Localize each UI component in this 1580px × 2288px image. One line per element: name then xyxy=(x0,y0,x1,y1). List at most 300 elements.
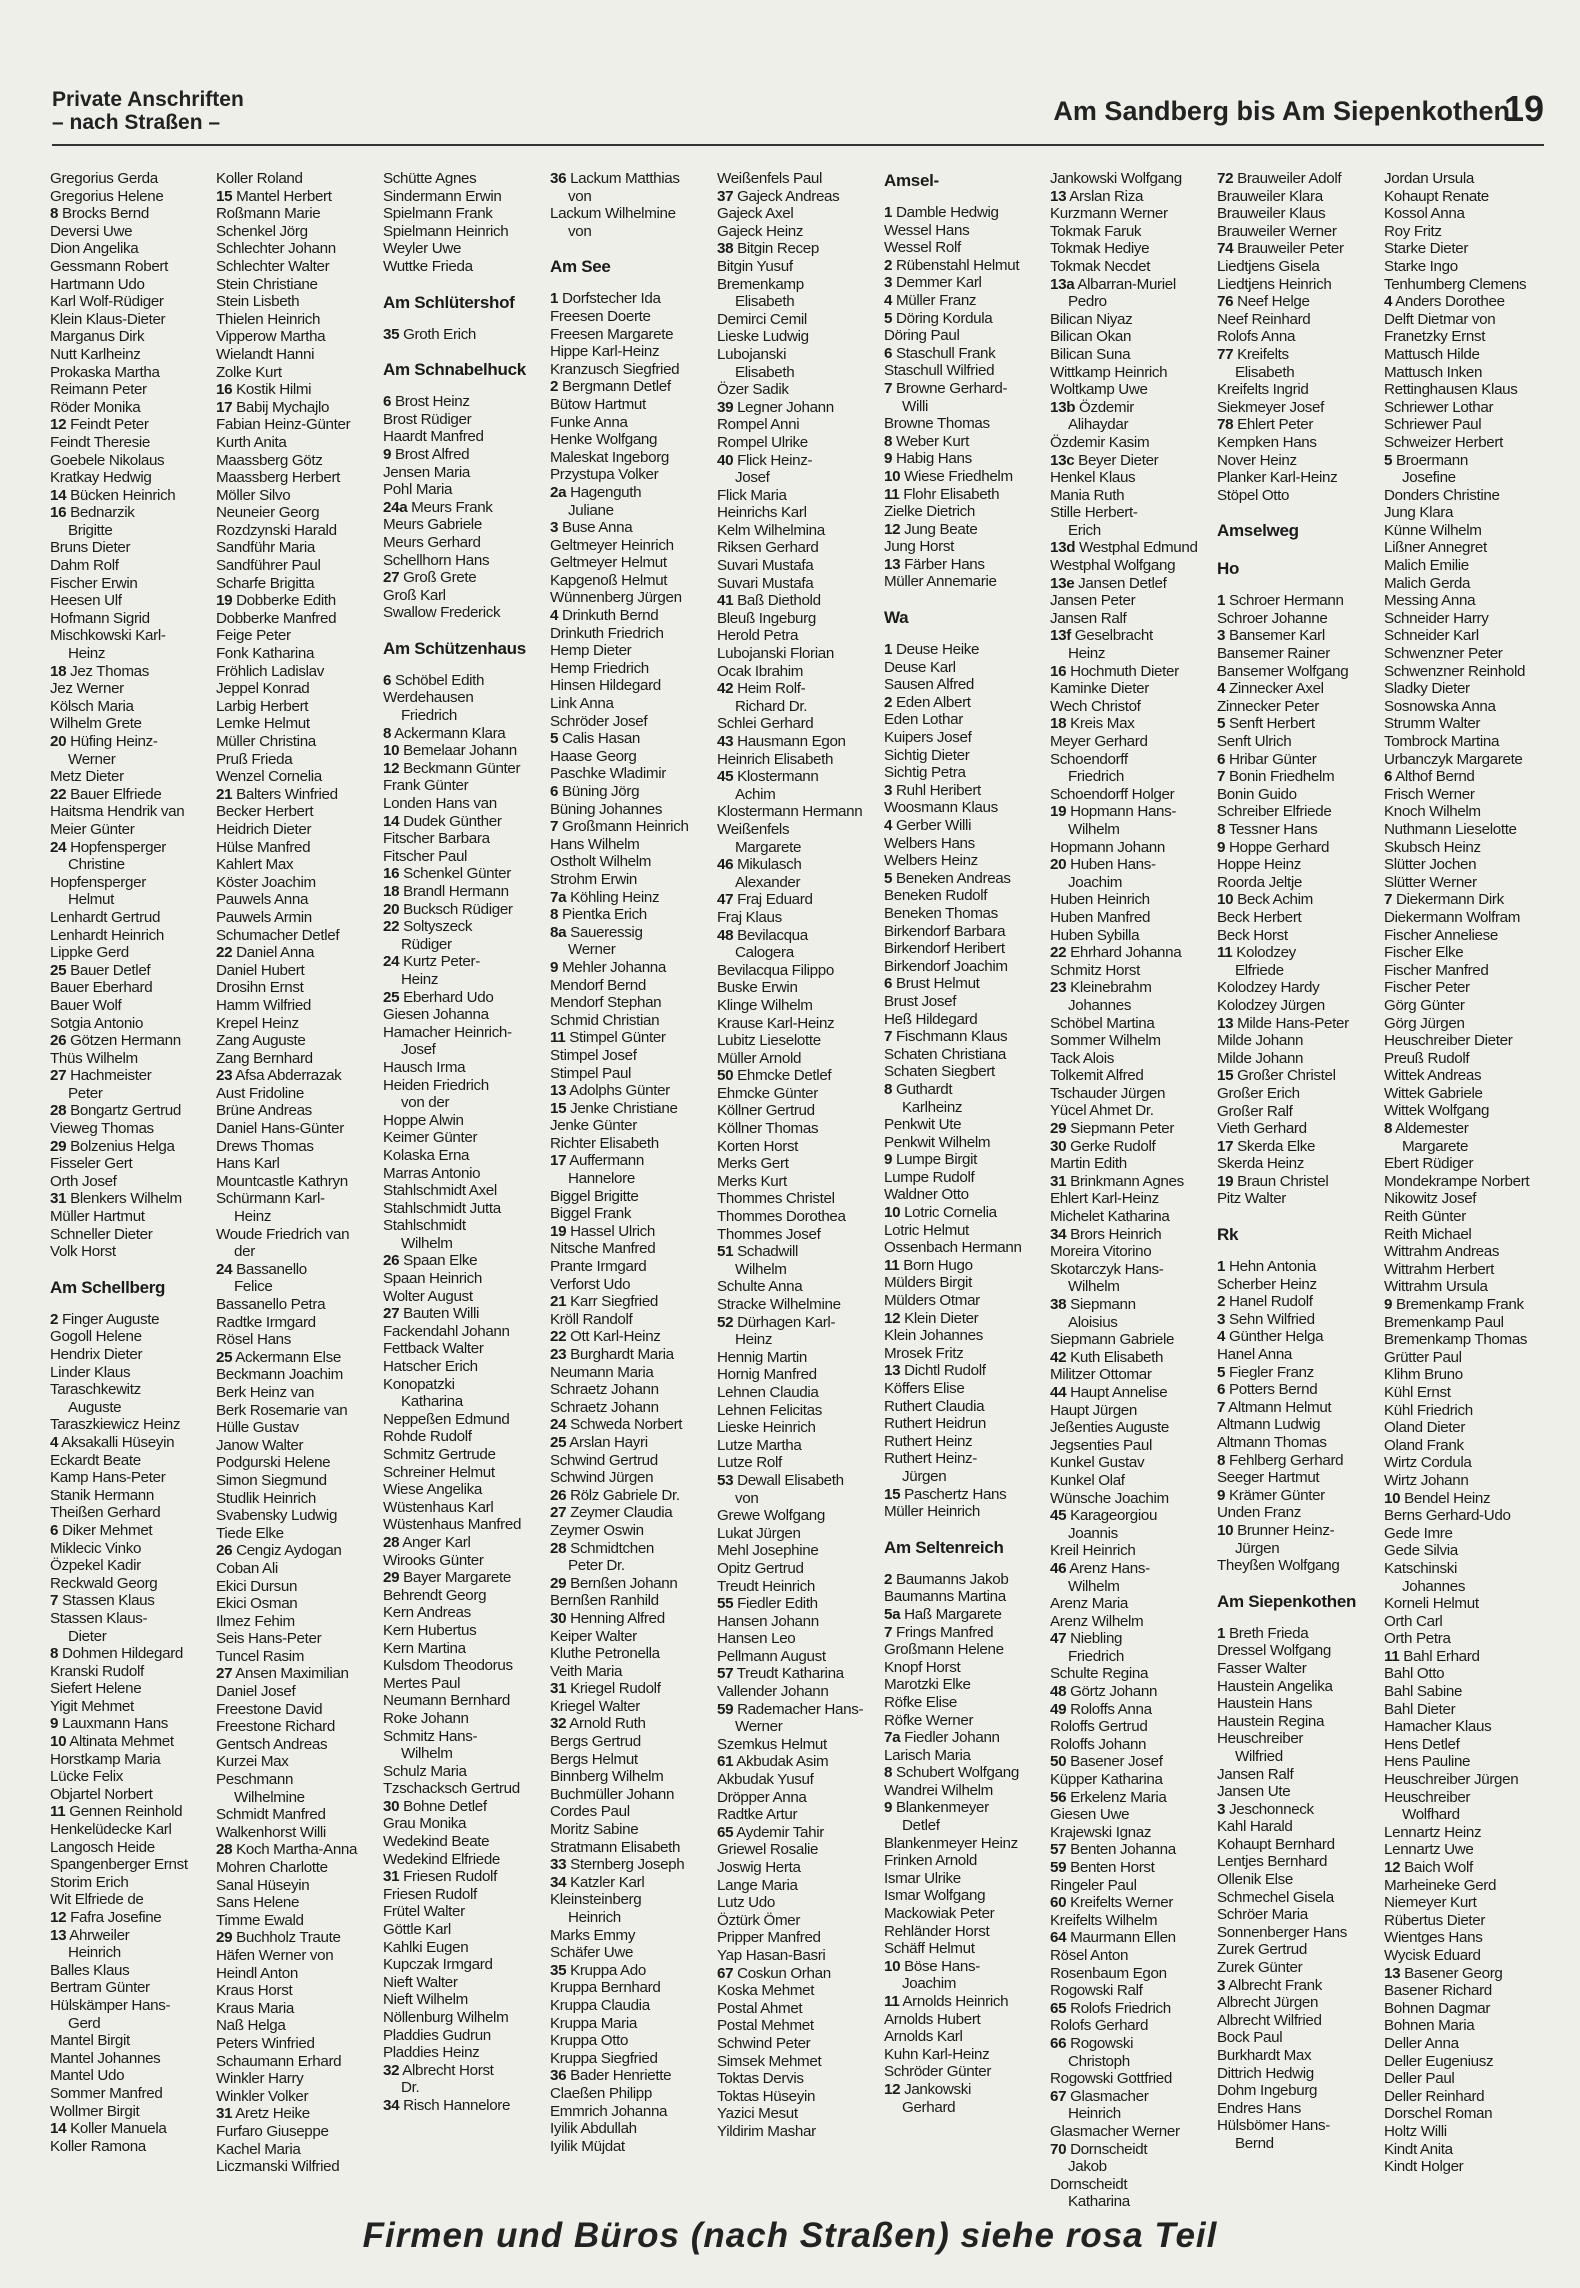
house-number: 34 xyxy=(1050,1225,1067,1243)
resident-entry: Geltmeyer Heinrich xyxy=(550,536,674,554)
resident-entry: Keiper Walter xyxy=(550,1627,637,1645)
resident-entry: Büning Johannes xyxy=(550,800,663,818)
house-number: 31 xyxy=(50,1190,67,1208)
resident-entry: Freesen Doerte xyxy=(550,307,651,325)
resident-entry: Müller Hartmut xyxy=(50,1208,145,1226)
resident-entry: Lenhardt Heinrich xyxy=(50,926,164,944)
resident-entry: Franetzky Ernst xyxy=(1384,328,1486,346)
resident-entry: Spielmann Frank xyxy=(383,205,493,223)
resident-entry: Burkhardt Max xyxy=(1217,2047,1312,2064)
house-number: 30 xyxy=(1050,1137,1067,1155)
house-number: 23 xyxy=(1050,979,1067,997)
resident-entry: 19 Dobberke Edith xyxy=(216,592,336,610)
house-number: 47 xyxy=(1050,1630,1067,1648)
house-number: 26 xyxy=(216,1542,233,1560)
resident-entry: Bahl Otto xyxy=(1384,1665,1445,1683)
house-number: 70 xyxy=(1050,2140,1067,2158)
resident-entry: Klein Klaus-Dieter xyxy=(50,310,166,328)
resident-entry: Lutze Martha xyxy=(717,1436,802,1454)
house-number: 8a xyxy=(550,923,567,941)
resident-entry: Brüne Andreas xyxy=(216,1102,312,1120)
resident-entry: Hemp Dieter xyxy=(550,642,632,660)
resident-entry: Merks Kurt xyxy=(717,1172,787,1190)
resident-entry: 9 Lumpe Birgit xyxy=(884,1151,978,1169)
directory-column-9 xyxy=(1384,170,1544,2176)
resident-entry: Freesen Margarete xyxy=(550,325,674,343)
resident-entry: Kohaupt Bernhard xyxy=(1217,1835,1335,1853)
house-number: 6 xyxy=(383,671,392,689)
resident-entry: Gajeck Axel xyxy=(717,205,794,223)
resident-entry: 12 Beckmann Günter xyxy=(383,759,521,777)
resident-entry: Pauwels Anna xyxy=(216,891,309,909)
resident-entry: 45 Klostermann xyxy=(717,768,819,786)
resident-entry: Ruthert Heidrun xyxy=(884,1415,986,1433)
house-number: 9 xyxy=(884,450,893,468)
resident-entry: 16 Hochmuth Dieter xyxy=(1050,662,1179,680)
house-number: 20 xyxy=(1050,856,1067,874)
resident-entry: Bilican Okan xyxy=(1050,328,1132,346)
resident-entry: Blankenmeyer Heinz xyxy=(884,1834,1018,1852)
house-number: 5 xyxy=(550,730,559,748)
resident-entry: Schulz Maria xyxy=(383,1762,467,1780)
resident-entry: Wüstenhaus Manfred xyxy=(383,1516,522,1534)
resident-entry: Ekici Osman xyxy=(216,1595,298,1613)
resident-entry: Großer Erich xyxy=(1217,1084,1300,1102)
house-number: 22 xyxy=(383,918,400,936)
resident-entry: Glasmacher Werner xyxy=(1050,2122,1180,2140)
resident-entry: Heinrich xyxy=(568,1909,621,1926)
resident-entry: Stein Christiane xyxy=(216,275,318,293)
house-number: 10 xyxy=(1384,1489,1401,1507)
resident-entry: Verforst Udo xyxy=(550,1275,631,1293)
resident-entry: Deuse Karl xyxy=(884,658,956,676)
resident-entry: Orth Josef xyxy=(50,1172,117,1190)
resident-entry: Bremenkamp xyxy=(717,275,804,293)
resident-entry: 6 Brost Heinz xyxy=(383,393,470,411)
resident-entry: Yigit Mehmet xyxy=(50,1697,134,1715)
resident-entry: Wandrei Wilhelm xyxy=(884,1781,993,1799)
resident-entry: Zinnecker Peter xyxy=(1217,697,1319,715)
house-number: 15 xyxy=(1217,1067,1234,1085)
resident-entry: Beneken Rudolf xyxy=(884,887,988,905)
resident-entry: Hennig Martin xyxy=(717,1348,807,1366)
house-number: 3 xyxy=(1217,1976,1226,1994)
resident-entry: Meier Günter xyxy=(50,820,135,838)
resident-entry: Heinrich xyxy=(68,1944,121,1962)
house-number: 7 xyxy=(1217,768,1226,786)
resident-entry: Hülsbömer Hans- xyxy=(1217,2117,1330,2135)
house-number: 11 xyxy=(1384,1647,1400,1665)
resident-entry: Mondekrampe Norbert xyxy=(1384,1172,1530,1190)
resident-entry: Bansemer Wolfgang xyxy=(1217,662,1349,680)
house-number: 38 xyxy=(1050,1296,1067,1313)
resident-entry: 42 Heim Rolf- xyxy=(717,680,806,698)
resident-entry: Jankowski Wolfgang xyxy=(1050,170,1182,187)
resident-entry: 10 Bendel Heinz xyxy=(1384,1489,1491,1507)
house-number: 35 xyxy=(383,325,400,343)
resident-entry: 28 Bongartz Gertrud xyxy=(50,1102,181,1120)
house-number: 67 xyxy=(717,1964,734,1982)
resident-entry: Bassanello Petra xyxy=(216,1296,326,1313)
resident-entry: Huben Sybilla xyxy=(1050,926,1140,944)
resident-entry: Sotgia Antonio xyxy=(50,1014,144,1032)
resident-entry: Katharina xyxy=(1068,2193,1130,2211)
resident-entry: 10 Bemelaar Johann xyxy=(383,742,517,760)
resident-entry: 10 Lotric Cornelia xyxy=(884,1204,997,1222)
resident-entry: Kreil Heinrich xyxy=(1050,1542,1136,1560)
resident-entry: Schaten Christiana xyxy=(884,1045,1007,1063)
resident-entry: Schulte Anna xyxy=(717,1278,803,1296)
house-number: 12 xyxy=(50,416,67,434)
resident-entry: Jung Horst xyxy=(884,538,954,556)
resident-entry: Mendorf Stephan xyxy=(550,994,662,1012)
resident-entry: Fischer Peter xyxy=(1384,979,1470,997)
resident-entry: 47 Niebling xyxy=(1050,1630,1123,1648)
resident-entry: Marheineke Gerd xyxy=(1384,1876,1497,1894)
resident-entry: Sans Helene xyxy=(216,1894,300,1912)
resident-entry: 32 Albrecht Horst xyxy=(383,2061,494,2079)
resident-entry: Özdemir Kasim xyxy=(1050,433,1150,451)
house-number: 24 xyxy=(50,838,67,856)
resident-entry: 31 Friesen Rudolf xyxy=(383,1868,497,1886)
resident-entry: Wedekind Beate xyxy=(383,1833,490,1851)
resident-entry: Kaminke Dieter xyxy=(1050,680,1149,698)
resident-entry: Özpekel Kadir xyxy=(50,1557,141,1575)
resident-entry: Roke Johann xyxy=(383,1709,469,1727)
resident-entry: Mattusch Hilde xyxy=(1384,345,1480,363)
resident-entry: 60 Kreifelts Werner xyxy=(1050,1894,1174,1912)
resident-entry: Freestone Richard xyxy=(216,1718,335,1736)
house-number: 26 xyxy=(383,1252,400,1270)
resident-entry: Schmitz Horst xyxy=(1050,961,1140,979)
resident-entry: Ehlert Karl-Heinz xyxy=(1050,1190,1159,1208)
resident-entry: 47 Fraj Eduard xyxy=(717,891,813,909)
resident-entry: 19 Braun Christel xyxy=(1217,1172,1329,1190)
house-number: 23 xyxy=(550,1346,567,1363)
resident-entry: 26 Rölz Gabriele Dr. xyxy=(550,1486,680,1504)
resident-entry: Emmrich Johanna xyxy=(550,2102,668,2120)
resident-entry: Stracke Wilhelmine xyxy=(717,1296,841,1313)
house-number: 25 xyxy=(383,988,400,1006)
resident-entry: Dahm Rolf xyxy=(50,557,119,575)
resident-entry: Künne Wilhelm xyxy=(1384,521,1482,539)
resident-entry: Wilhelm xyxy=(1068,1278,1120,1296)
resident-entry: Woltkamp Uwe xyxy=(1050,381,1148,399)
resident-entry: Michelet Katharina xyxy=(1050,1208,1170,1226)
resident-entry: Albrecht Jürgen xyxy=(1217,1994,1319,2012)
resident-entry: Wilhelm xyxy=(1068,820,1120,838)
resident-entry: 6 Hribar Günter xyxy=(1217,750,1317,768)
resident-entry: Kreifelts Ingrid xyxy=(1217,381,1309,399)
resident-entry: Grewe Wolfgang xyxy=(717,1507,825,1525)
resident-entry: Sommer Manfred xyxy=(50,2084,163,2102)
resident-entry: 38 Bitgin Recep xyxy=(717,240,819,258)
resident-entry: Pripper Manfred xyxy=(717,1929,821,1947)
resident-entry: Senft Ulrich xyxy=(1217,733,1292,751)
resident-entry: Wenzel Cornelia xyxy=(216,768,322,786)
resident-entry: Peters Winfried xyxy=(216,2034,315,2052)
resident-entry: Kulsdom Theodorus xyxy=(383,1657,513,1675)
resident-entry: Kriegel Walter xyxy=(550,1697,640,1715)
resident-entry: Kapgenoß Helmut xyxy=(550,571,668,589)
resident-entry: Koller Roland xyxy=(216,170,303,187)
resident-entry: Jeppel Konrad xyxy=(216,680,310,698)
house-number: 65 xyxy=(717,1823,734,1841)
resident-entry: Schulte Regina xyxy=(1050,1665,1149,1683)
resident-entry: Vipperow Martha xyxy=(216,328,326,346)
resident-entry: 61 Akbudak Asim xyxy=(717,1753,829,1771)
resident-entry: 10 Brunner Heinz- xyxy=(1217,1521,1335,1539)
resident-entry: Ilmez Fehim xyxy=(216,1612,295,1630)
resident-entry: Müller Christina xyxy=(216,733,316,750)
resident-entry: 39 Legner Johann xyxy=(717,398,834,416)
resident-entry: Scharfe Brigitta xyxy=(216,574,315,592)
resident-entry: Rompel Ulrike xyxy=(717,433,808,451)
house-number: 12 xyxy=(884,1309,901,1327)
resident-entry: 4 Günther Helga xyxy=(1217,1328,1324,1346)
resident-entry: Preuß Rudolf xyxy=(1384,1049,1470,1067)
resident-entry: Geltmeyer Helmut xyxy=(550,554,667,572)
directory-columns xyxy=(50,170,1550,2211)
resident-entry: Schellhorn Hans xyxy=(383,551,490,569)
resident-entry: 4 Gerber Willi xyxy=(884,817,972,834)
resident-entry: von xyxy=(735,1489,759,1507)
resident-entry: Drinkuth Friedrich xyxy=(550,624,664,642)
house-number: 29 xyxy=(50,1137,67,1155)
house-number: 6 xyxy=(1217,750,1226,768)
resident-entry: Schneider Karl xyxy=(1384,627,1479,645)
resident-entry: Wittrahm Herbert xyxy=(1384,1260,1495,1278)
resident-entry: Roloffs Gertrud xyxy=(1050,1718,1148,1736)
resident-entry: Schütte Agnes xyxy=(383,170,477,187)
house-number: 19 xyxy=(1050,803,1067,821)
house-number: 13 xyxy=(1050,187,1067,205)
house-number: 8 xyxy=(884,1764,893,1782)
resident-entry: Meurs Gabriele xyxy=(383,516,482,534)
resident-entry: Herold Petra xyxy=(717,627,799,645)
house-number: 16 xyxy=(216,381,233,399)
resident-entry: Stahlschmidt xyxy=(383,1217,466,1235)
resident-entry: Ismar Wolfgang xyxy=(884,1887,986,1905)
resident-entry: Gessmann Robert xyxy=(50,257,168,275)
resident-entry: Kühl Friedrich xyxy=(1384,1401,1473,1419)
house-number: 8 xyxy=(1384,1120,1393,1138)
resident-entry: Schraetz Johann xyxy=(550,1398,659,1416)
resident-entry: Sausen Alfred xyxy=(884,676,975,694)
resident-entry: 67 Coskun Orhan xyxy=(717,1964,831,1982)
resident-entry: Margarete xyxy=(1402,1137,1469,1155)
resident-entry: 7 Altmann Helmut xyxy=(1217,1398,1332,1416)
house-number: 28 xyxy=(216,1841,233,1859)
resident-entry: Schmitz Gertrude xyxy=(383,1446,496,1463)
house-number: 10 xyxy=(884,467,901,485)
resident-entry: Lücke Felix xyxy=(50,1768,123,1786)
resident-entry: Wilfried xyxy=(1235,1747,1283,1765)
resident-entry: 6 Brust Helmut xyxy=(884,975,980,993)
resident-entry: Tuncel Rasim xyxy=(216,1647,305,1665)
resident-entry: Wirtz Cordula xyxy=(1384,1454,1472,1472)
resident-entry: 13 Ahrweiler xyxy=(50,1926,130,1944)
resident-entry: 8 Pientka Erich xyxy=(550,906,647,924)
resident-entry: 2a Hagenguth xyxy=(550,483,642,501)
resident-entry: Drosihn Ernst xyxy=(216,979,304,997)
resident-entry: Skerda Heinz xyxy=(1217,1155,1304,1173)
resident-entry: 12 Jankowski xyxy=(884,2080,971,2098)
resident-entry: Neppeßen Edmund xyxy=(383,1410,510,1428)
resident-entry: Küpper Katharina xyxy=(1050,1771,1163,1789)
resident-entry: 8 Weber Kurt xyxy=(884,432,970,450)
resident-entry: Feindt Theresie xyxy=(50,433,150,451)
house-number: 24 xyxy=(216,1260,233,1278)
resident-entry: 1 Schroer Hermann xyxy=(1217,592,1344,610)
house-number: 11 xyxy=(884,1256,900,1274)
resident-entry: Richard Dr. xyxy=(735,697,808,715)
resident-entry: Hinsen Hildegard xyxy=(550,677,661,695)
resident-entry: Suvari Mustafa xyxy=(717,557,814,575)
resident-entry: Roßmann Marie xyxy=(216,205,321,223)
resident-entry: Nuthmann Lieselotte xyxy=(1384,820,1517,838)
resident-entry: Sladky Dieter xyxy=(1384,680,1470,698)
resident-entry: Naß Helga xyxy=(216,2017,286,2035)
resident-entry: Orth Petra xyxy=(1384,1630,1451,1648)
resident-entry: 13e Jansen Detlef xyxy=(1050,574,1167,592)
resident-entry: Messing Anna xyxy=(1384,592,1476,610)
resident-entry: Radtke Irmgard xyxy=(216,1313,316,1331)
resident-entry: Freestone David xyxy=(216,1700,323,1718)
resident-entry: Thommes Josef xyxy=(717,1225,821,1243)
resident-entry: Mackowiak Peter xyxy=(884,1905,995,1923)
resident-entry: Ismar Ulrike xyxy=(884,1869,961,1887)
resident-entry: Hans Karl xyxy=(216,1155,280,1173)
resident-entry: 34 Katzler Karl xyxy=(550,1873,645,1891)
resident-entry: 24 Schweda Norbert xyxy=(550,1416,683,1434)
resident-entry: Donders Christine xyxy=(1384,486,1500,504)
resident-entry: Katschinski xyxy=(1384,1559,1457,1577)
resident-entry: Bergs Gertrud xyxy=(550,1733,641,1751)
resident-entry: Sindermann Erwin xyxy=(383,187,502,205)
resident-entry: Helmut xyxy=(68,891,115,909)
resident-entry: Liedtjens Heinrich xyxy=(1217,275,1332,293)
house-number: 15 xyxy=(550,1099,567,1117)
resident-entry: 5 Fiegler Franz xyxy=(1217,1363,1314,1381)
house-number: 18 xyxy=(383,883,400,900)
resident-entry: Alihaydar xyxy=(1068,416,1129,434)
resident-entry: 31 Kriegel Rudolf xyxy=(550,1680,661,1698)
resident-entry: Erich xyxy=(1068,521,1101,539)
resident-entry: Bilican Niyaz xyxy=(1050,310,1133,328)
house-number: 6 xyxy=(884,344,893,362)
street-heading: Ho xyxy=(1217,559,1240,579)
resident-entry: 11 Stimpel Günter xyxy=(550,1029,666,1047)
resident-entry: 31 Aretz Heike xyxy=(216,2105,310,2123)
resident-entry: Kranzusch Siegfried xyxy=(550,360,680,378)
resident-entry: Mantel Udo xyxy=(50,2067,125,2085)
resident-entry: Kleinsteinberg xyxy=(550,1891,642,1909)
resident-entry: Yazici Mesut xyxy=(717,2105,798,2123)
resident-entry: 8 Guthardt xyxy=(884,1080,953,1098)
resident-entry: Theyßen Wolfgang xyxy=(1217,1557,1340,1575)
resident-entry: 29 Bernßen Johann xyxy=(550,1574,678,1592)
house-number: 13b xyxy=(1050,398,1076,416)
resident-entry: 5 Broermann xyxy=(1384,451,1468,469)
resident-entry: 16 Kostik Hilmi xyxy=(216,381,312,399)
resident-entry: Frisch Werner xyxy=(1384,785,1475,803)
house-number: 39 xyxy=(717,398,734,416)
street-heading: Rk xyxy=(1217,1225,1239,1245)
resident-entry: Penkwit Ute xyxy=(884,1116,962,1134)
resident-entry: Flick Maria xyxy=(717,486,787,504)
resident-entry: 28 Anger Karl xyxy=(383,1533,471,1551)
house-number: 6 xyxy=(383,393,392,411)
resident-entry: Sonnenberger Hans xyxy=(1217,1923,1347,1941)
resident-entry: Kamp Hans-Peter xyxy=(50,1469,166,1487)
resident-entry: Heesen Ulf xyxy=(50,592,122,610)
resident-entry: Görg Günter xyxy=(1384,996,1465,1014)
resident-entry: Döring Paul xyxy=(884,327,960,345)
resident-entry: Wilhelm xyxy=(401,1745,453,1763)
resident-entry: Akbudak Yusuf xyxy=(717,1771,814,1789)
resident-entry: Wüstenhaus Karl xyxy=(383,1498,494,1516)
resident-entry: Heindl Anton xyxy=(216,1964,298,1982)
resident-entry: 9 Habig Hans xyxy=(884,450,972,468)
resident-entry: Rolofs Anna xyxy=(1217,328,1296,346)
resident-entry: Neumann Bernhard xyxy=(383,1692,510,1710)
resident-entry: Schwind Jürgen xyxy=(550,1469,654,1487)
house-number: 15 xyxy=(216,187,233,205)
resident-entry: Eckardt Beate xyxy=(50,1451,141,1469)
resident-entry: Dion Angelika xyxy=(50,240,139,258)
resident-entry: Wit Elfriede de xyxy=(50,1891,144,1909)
resident-entry: Militzer Ottomar xyxy=(1050,1366,1152,1384)
resident-entry: Bitgin Yusuf xyxy=(717,257,793,275)
house-number: 4 xyxy=(884,817,893,834)
resident-entry: Köllner Thomas xyxy=(717,1120,819,1138)
resident-entry: Treudt Heinrich xyxy=(717,1577,816,1595)
resident-entry: Brost Rüdiger xyxy=(383,410,472,428)
resident-entry: 8 Aldemester xyxy=(1384,1120,1469,1138)
resident-entry: von xyxy=(568,222,592,240)
resident-entry: 2 Finger Auguste xyxy=(50,1310,160,1328)
resident-entry: Lieske Ludwig xyxy=(717,328,809,346)
resident-entry: Heinz xyxy=(735,1331,773,1349)
house-number: 13 xyxy=(1217,1014,1234,1032)
resident-entry: Krajewski Ignaz xyxy=(1050,1823,1152,1841)
resident-entry: Kruppa Maria xyxy=(550,2014,637,2032)
resident-entry: Schröder Josef xyxy=(550,712,648,730)
resident-entry: 6 Diker Mehmet xyxy=(50,1521,153,1539)
resident-entry: Heuschreiber Dieter xyxy=(1384,1032,1513,1050)
resident-entry: Peschmann xyxy=(216,1771,294,1789)
resident-entry: 11 Born Hugo xyxy=(884,1256,973,1274)
resident-entry: Thommes Christel xyxy=(717,1190,835,1208)
resident-entry: Schwenzner Reinhold xyxy=(1384,662,1526,680)
house-number: 20 xyxy=(383,900,400,918)
resident-entry: Radtke Artur xyxy=(717,1806,798,1824)
resident-entry: 9 Krämer Günter xyxy=(1217,1486,1325,1504)
resident-entry: Fischer Anneliese xyxy=(1384,926,1498,944)
resident-entry: Cordes Paul xyxy=(550,1803,630,1821)
resident-entry: Arenz Maria xyxy=(1050,1595,1129,1613)
resident-entry: Nikowitz Josef xyxy=(1384,1190,1477,1208)
resident-entry: Daniel Hubert xyxy=(216,961,305,979)
resident-entry: Kölsch Maria xyxy=(50,697,134,715)
resident-entry: Klostermann Hermann xyxy=(717,803,863,821)
house-number: 77 xyxy=(1217,345,1234,363)
resident-entry: Dröpper Anna xyxy=(717,1788,807,1806)
resident-entry: 10 Altinata Mehmet xyxy=(50,1733,174,1751)
resident-entry: Gede Silvia xyxy=(1384,1542,1458,1560)
resident-entry: Stahlschmidt Axel xyxy=(383,1182,497,1200)
